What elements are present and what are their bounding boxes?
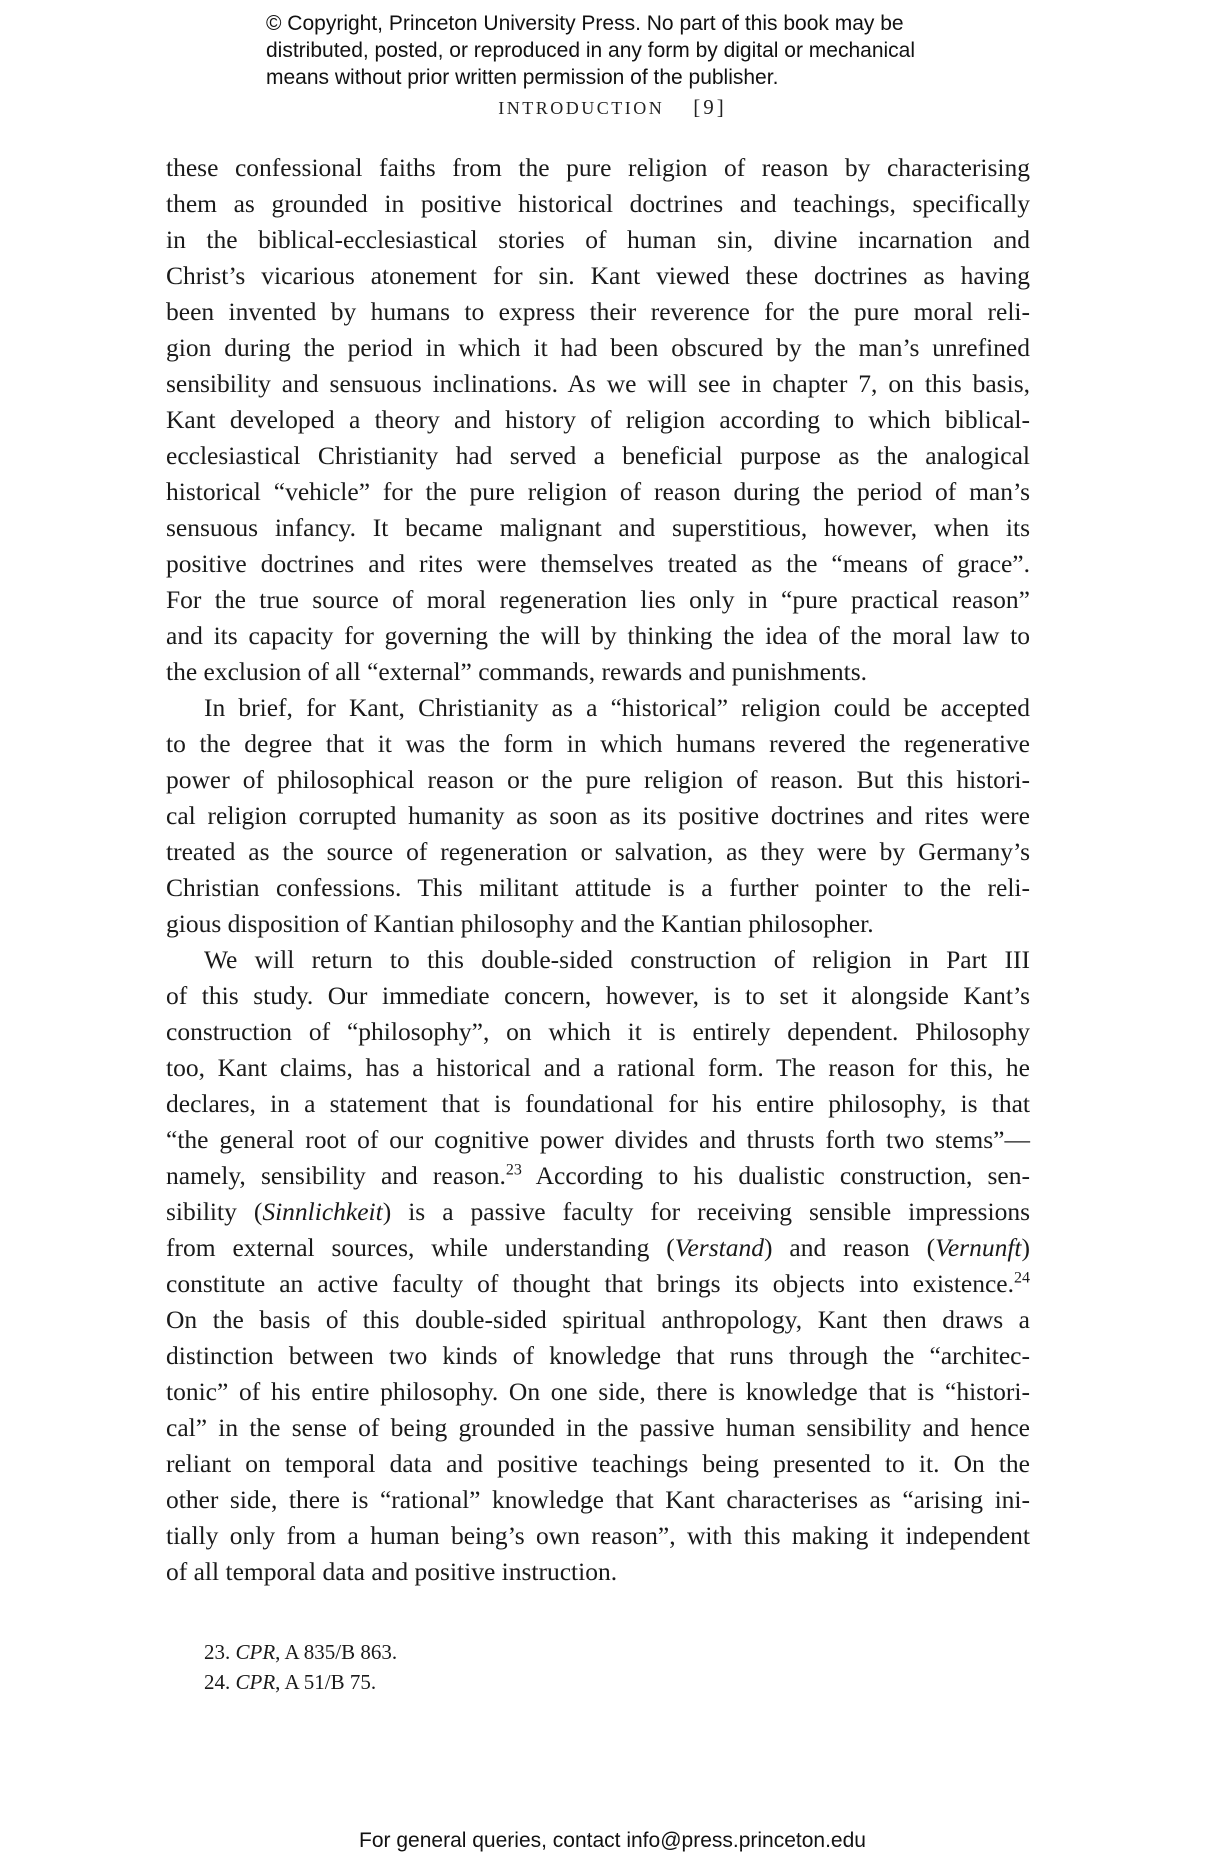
text-line: “the general root of our cognitive power divides and thrusts forth two stems”—	[166, 1125, 1030, 1154]
copyright-line: © Copyright, Princeton University Press. No part of this book may be	[266, 12, 904, 35]
footnotes	[204, 1637, 397, 1697]
text-run: constitute an active faculty of thought that brings its objects into existence.	[166, 1269, 1014, 1298]
text-line: construction of “philosophy”, on which it is entirely dependent. Philosophy	[166, 1017, 1030, 1046]
text-run: According to his dualistic construction, sen-	[521, 1161, 1030, 1190]
text-line: We will return to this double-sided construction of religion in Part III	[204, 945, 1030, 974]
running-head-title: INTRODUCTION	[498, 98, 665, 118]
text-line: treated as the source of regeneration or salvation, as they were by Germany’s	[166, 837, 1030, 866]
text-line: distinction between two kinds of knowledge that runs through the “architec-	[166, 1341, 1030, 1370]
text-line: On the basis of this double-sided spiritual anthropology, Kant then draws a	[166, 1305, 1030, 1334]
copyright-line: distributed, posted, or reproduced in any form by digital or mechanical	[266, 39, 916, 62]
paragraph-1	[166, 150, 1030, 690]
copyright-notice	[266, 10, 986, 91]
text-run: sibility (	[166, 1197, 263, 1226]
text-line: too, Kant claims, has a historical and a rational form. The reason for this, he	[166, 1053, 1030, 1082]
text-run: ) and reason (	[763, 1233, 936, 1262]
footnote-24	[204, 1667, 397, 1697]
text-line	[166, 1194, 1030, 1230]
text-line: in the biblical-ecclesiastical stories of human sin, divine incarnation and	[166, 225, 1030, 254]
footnote-ref: , A 835/B 863.	[275, 1640, 398, 1664]
footnote-number: 23.	[204, 1640, 236, 1664]
text-line: been invented by humans to express their reverence for the pure moral reli-	[166, 297, 1030, 326]
text-line: ecclesiastical Christianity had served a beneficial purpose as the analogical	[166, 441, 1030, 470]
footnote-ref: , A 51/B 75.	[275, 1670, 377, 1694]
text-line: gious disposition of Kantian philosophy and the Kantian philosopher.	[166, 909, 874, 938]
text-line: tially only from a human being’s own reason”, with this making it independent	[166, 1521, 1030, 1550]
text-line: reliant on temporal data and positive teachings being presented to it. On the	[166, 1449, 1030, 1478]
text-line: the exclusion of all “external” commands, rewards and punishments.	[166, 657, 868, 686]
text-line: power of philosophical reason or the pure religion of reason. But this histori-	[166, 765, 1030, 794]
text-line: cal” in the sense of being grounded in the passive human sensibility and hence	[166, 1413, 1030, 1442]
footnote-work: CPR	[235, 1670, 276, 1694]
text-line	[166, 1266, 1030, 1302]
text-line: these confessional faiths from the pure religion of reason by characterising	[166, 153, 1030, 182]
contact-notice: For general queries, contact info@press.princeton.edu	[359, 1829, 866, 1852]
text-line: and its capacity for governing the will by thinking the idea of the moral law to	[166, 621, 1030, 650]
text-run: namely, sensibility and reason.	[166, 1161, 506, 1190]
footnote-23	[204, 1637, 397, 1667]
text-line: gion during the period in which it had been obscured by the man’s unrefined	[166, 333, 1030, 362]
footnote-ref-24[interactable]: 24	[1014, 1269, 1030, 1287]
italic-term: Sinnlichkeit	[262, 1197, 383, 1226]
text-line: Christian confessions. This militant attitude is a further pointer to the reli-	[166, 873, 1030, 902]
italic-term: Vernunft	[935, 1233, 1022, 1262]
footnote-work: CPR	[235, 1640, 276, 1664]
running-head	[0, 95, 1225, 120]
text-line: Christ’s vicarious atonement for sin. Kant viewed these doctrines as having	[166, 261, 1030, 290]
text-line: of all temporal data and positive instruction.	[166, 1557, 618, 1586]
text-line: sensuous infancy. It became malignant and superstitious, however, when its	[166, 513, 1030, 542]
text-line: declares, in a statement that is foundational for his entire philosophy, is that	[166, 1089, 1030, 1118]
text-line: cal religion corrupted humanity as soon as its positive doctrines and rites were	[166, 801, 1030, 830]
page-number: [9]	[693, 95, 727, 119]
text-line: Kant developed a theory and history of religion according to which biblical-	[166, 405, 1030, 434]
text-line	[166, 1158, 1030, 1194]
text-line: historical “vehicle” for the pure religion of reason during the period of man’s	[166, 477, 1030, 506]
text-line: positive doctrines and rites were themselves treated as the “means of grace”.	[166, 549, 1030, 578]
text-line: For the true source of moral regeneration lies only in “pure practical reason”	[166, 585, 1030, 614]
text-line: of this study. Our immediate concern, however, is to set it alongside Kant’s	[166, 981, 1030, 1010]
footnote-ref-23[interactable]: 23	[505, 1161, 522, 1179]
body-text	[166, 150, 1030, 1590]
paragraph-2	[166, 690, 1030, 942]
text-line: sensibility and sensuous inclinations. As we will see in chapter 7, on this basis,	[166, 369, 1030, 398]
paragraph-3	[166, 942, 1030, 1590]
text-run: ) is a passive faculty for receiving sensible impressions	[382, 1197, 1030, 1226]
copyright-line: means without prior written permission of the publisher.	[266, 66, 779, 89]
text-line: In brief, for Kant, Christianity as a “historical” religion could be accepted	[204, 693, 1030, 722]
text-line: tonic” of his entire philosophy. On one side, there is knowledge that is “histori-	[166, 1377, 1030, 1406]
text-run: from external sources, while understanding (	[166, 1233, 675, 1262]
text-line: to the degree that it was the form in which humans revered the regenerative	[166, 729, 1030, 758]
italic-term: Verstand	[674, 1233, 764, 1262]
text-line: them as grounded in positive historical doctrines and teachings, specifically	[166, 189, 1030, 218]
text-line: other side, there is “rational” knowledge that Kant characterises as “arising ini-	[166, 1485, 1030, 1514]
text-line	[166, 1230, 1030, 1266]
text-run: )	[1021, 1233, 1031, 1262]
footnote-number: 24.	[204, 1670, 236, 1694]
